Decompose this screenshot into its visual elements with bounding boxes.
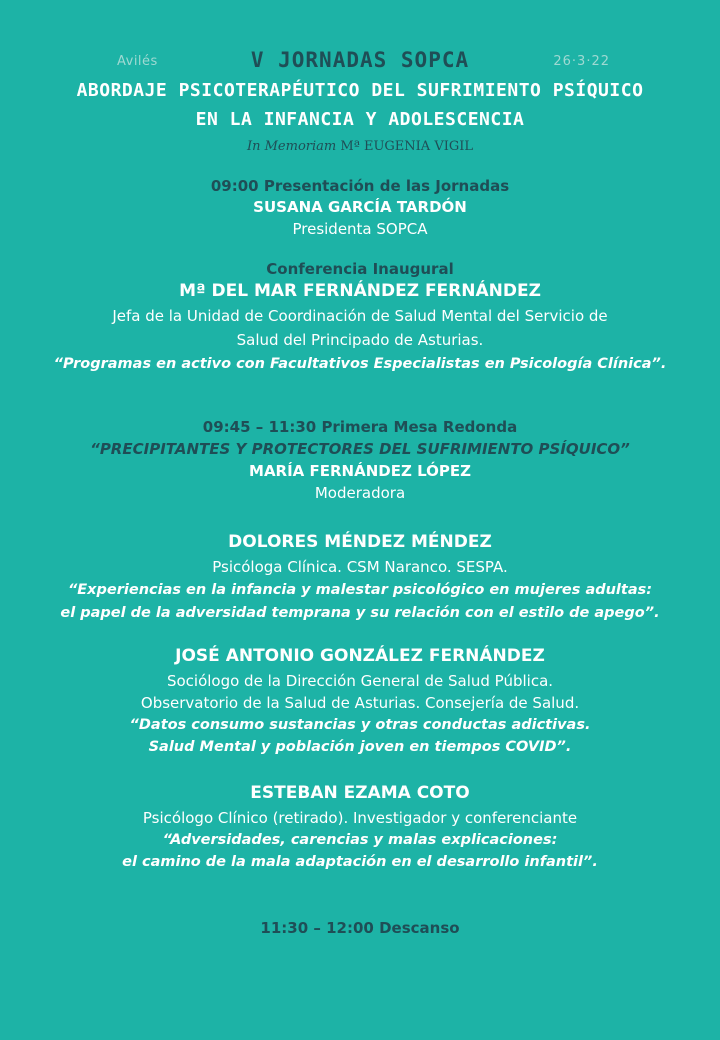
keynote-role-line-1: Jefa de la Unidad de Coordinación de Salud Mental del Servicio de	[112, 307, 608, 325]
speaker-1-name: DOLORES MÉNDEZ MÉNDEZ	[228, 532, 492, 552]
keynote-speaker: Mª DEL MAR FERNÁNDEZ FERNÁNDEZ	[179, 281, 541, 301]
panel-time-title: 09:45 – 11:30 Primera Mesa Redonda	[202, 418, 518, 436]
keynote-talk: “Programas en activo con Facultativos Especialistas en Psicología Clínica”.	[53, 356, 667, 372]
break-section	[0, 921, 720, 936]
speaker-3-name: ESTEBAN EZAMA COTO	[250, 783, 470, 803]
panel-moderator-role: Moderadora	[314, 484, 406, 502]
speaker-1-role: Psicóloga Clínica. CSM Naranco. SESPA.	[212, 558, 508, 576]
speaker-2-role-line-2: Observatorio de la Salud de Asturias. Consejería de Salud.	[140, 694, 580, 712]
speaker-3-talk-line-1: “Adversidades, carencias y malas explicaciones:	[162, 832, 558, 848]
speaker-2-section	[0, 648, 720, 754]
event-city: Avilés	[117, 54, 158, 69]
panel-theme: “PRECIPITANTES Y PROTECTORES DEL SUFRIMIENTO PSÍQUICO”	[90, 440, 630, 458]
break-label: 11:30 – 12:00 Descanso	[260, 919, 460, 937]
header-row	[0, 48, 720, 78]
memoriam-prefix: In Memoriam	[246, 139, 337, 154]
panel-moderator: MARÍA FERNÁNDEZ LÓPEZ	[249, 462, 471, 480]
subtitle-line-2: EN LA INFANCIA Y ADOLESCENCIA	[195, 109, 525, 130]
subtitle-line-1: ABORDAJE PSICOTERAPÉUTICO DEL SUFRIMIENTO PSÍQUICO	[76, 80, 644, 101]
opening-time-title: 09:00 Presentación de las Jornadas	[210, 177, 510, 195]
opening-role: Presidenta SOPCA	[292, 220, 428, 238]
memoriam-name: Mª EUGENIA VIGIL	[340, 139, 474, 154]
keynote-label: Conferencia Inaugural	[266, 260, 454, 278]
speaker-3-talk-line-2: el camino de la mala adaptación en el desarrollo infantil”.	[122, 853, 598, 870]
speaker-1-talk-line-2: el papel de la adversidad temprana y su relación con el estilo de apego”.	[60, 604, 660, 621]
opening-section	[0, 179, 720, 237]
speaker-3-role: Psicólogo Clínico (retirado). Investigador y conferenciante	[142, 809, 578, 827]
speaker-3-section	[0, 785, 720, 869]
keynote-section	[0, 262, 720, 372]
keynote-role-line-2: Salud del Principado de Asturias.	[236, 331, 484, 349]
speaker-2-talk-line-1: “Datos consumo sustancias y otras conductas adictivas.	[129, 717, 591, 733]
speaker-2-name: JOSÉ ANTONIO GONZÁLEZ FERNÁNDEZ	[175, 646, 545, 666]
event-title: V JORNADAS SOPCA	[250, 48, 470, 72]
in-memoriam	[0, 139, 720, 154]
panel-section	[0, 420, 720, 501]
speaker-1-talk-line-1: “Experiencias en la infancia y malestar psicológico en mujeres adultas:	[67, 582, 653, 598]
event-date: 26·3·22	[553, 54, 610, 69]
speaker-2-role-line-1: Sociólogo de la Dirección General de Salud Pública.	[166, 672, 554, 690]
speaker-2-talk-line-2: Salud Mental y población joven en tiempos COVID”.	[148, 738, 572, 755]
speaker-1-section	[0, 534, 720, 620]
opening-speaker: SUSANA GARCÍA TARDÓN	[253, 198, 467, 216]
